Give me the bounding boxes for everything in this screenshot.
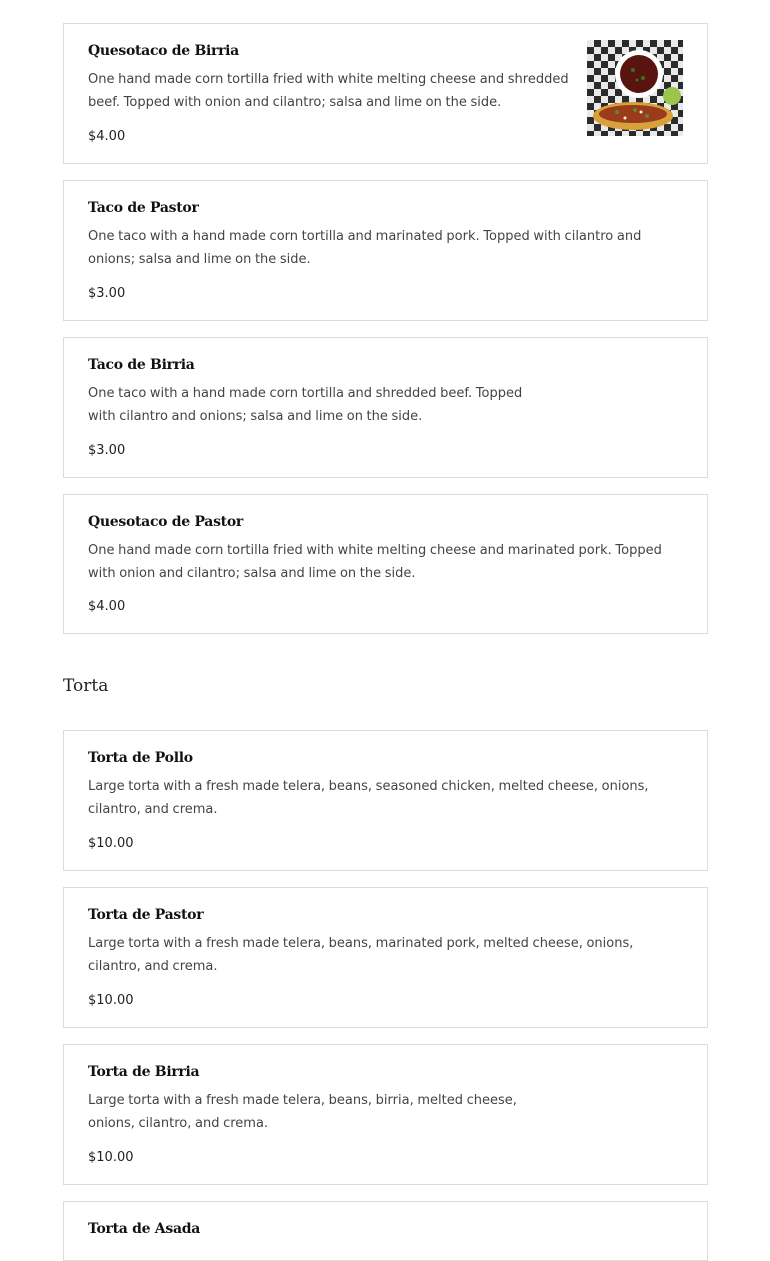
- item-description: One hand made corn tortilla fried with white melting cheese and shredded beef. Topped with onion and cilantro; salsa and lime on the side.: [88, 72, 569, 110]
- item-name: Taco de Pastor: [88, 200, 199, 216]
- menu-item-card[interactable]: [63, 730, 708, 871]
- menu-item-card[interactable]: [63, 494, 708, 634]
- item-price: $4.00: [88, 599, 126, 614]
- menu-item-card[interactable]: [63, 23, 708, 164]
- menu-list: [63, 23, 708, 1261]
- section-title-torta: Torta: [63, 676, 109, 696]
- item-price: $3.00: [88, 443, 126, 458]
- item-description: Large torta with a fresh made telera, beans, marinated pork, melted cheese, onions, cilantro, and crema.: [88, 936, 634, 974]
- menu-item-card[interactable]: [63, 180, 708, 321]
- item-name: Torta de Pastor: [88, 907, 204, 923]
- item-description: Large torta with a fresh made telera, beans, seasoned chicken, melted cheese, onions, cilantro, and crema.: [88, 779, 649, 817]
- menu-item-card[interactable]: [63, 337, 708, 478]
- menu-item-card[interactable]: [63, 887, 708, 1028]
- item-name: Torta de Asada: [88, 1221, 200, 1237]
- item-description: Large torta with a fresh made telera, beans, birria, melted cheese, onions, cilantro, and crema.: [88, 1093, 517, 1131]
- item-price: $4.00: [88, 129, 126, 144]
- food-photo-image: [587, 40, 683, 136]
- item-name: Taco de Birria: [88, 357, 195, 373]
- item-price: $10.00: [88, 993, 134, 1008]
- item-price: $10.00: [88, 836, 134, 851]
- item-description: One taco with a hand made corn tortilla and marinated pork. Topped with cilantro and onions; salsa and lime on the side.: [88, 229, 642, 267]
- item-price: $3.00: [88, 286, 126, 301]
- item-name: Quesotaco de Pastor: [88, 514, 243, 530]
- menu-item-card[interactable]: [63, 1201, 708, 1261]
- item-name: Quesotaco de Birria: [88, 43, 239, 59]
- item-description: One hand made corn tortilla fried with white melting cheese and marinated pork. Topped with onion and cilantro; salsa and lime on the side.: [88, 543, 662, 581]
- item-description: One taco with a hand made corn tortilla and shredded beef. Topped with cilantro and onions; salsa and lime on the side.: [88, 386, 523, 424]
- item-photo[interactable]: [587, 40, 683, 136]
- item-name: Torta de Birria: [88, 1064, 200, 1080]
- item-name: Torta de Pollo: [88, 750, 193, 766]
- menu-item-card[interactable]: [63, 1044, 708, 1185]
- item-price: $10.00: [88, 1150, 134, 1165]
